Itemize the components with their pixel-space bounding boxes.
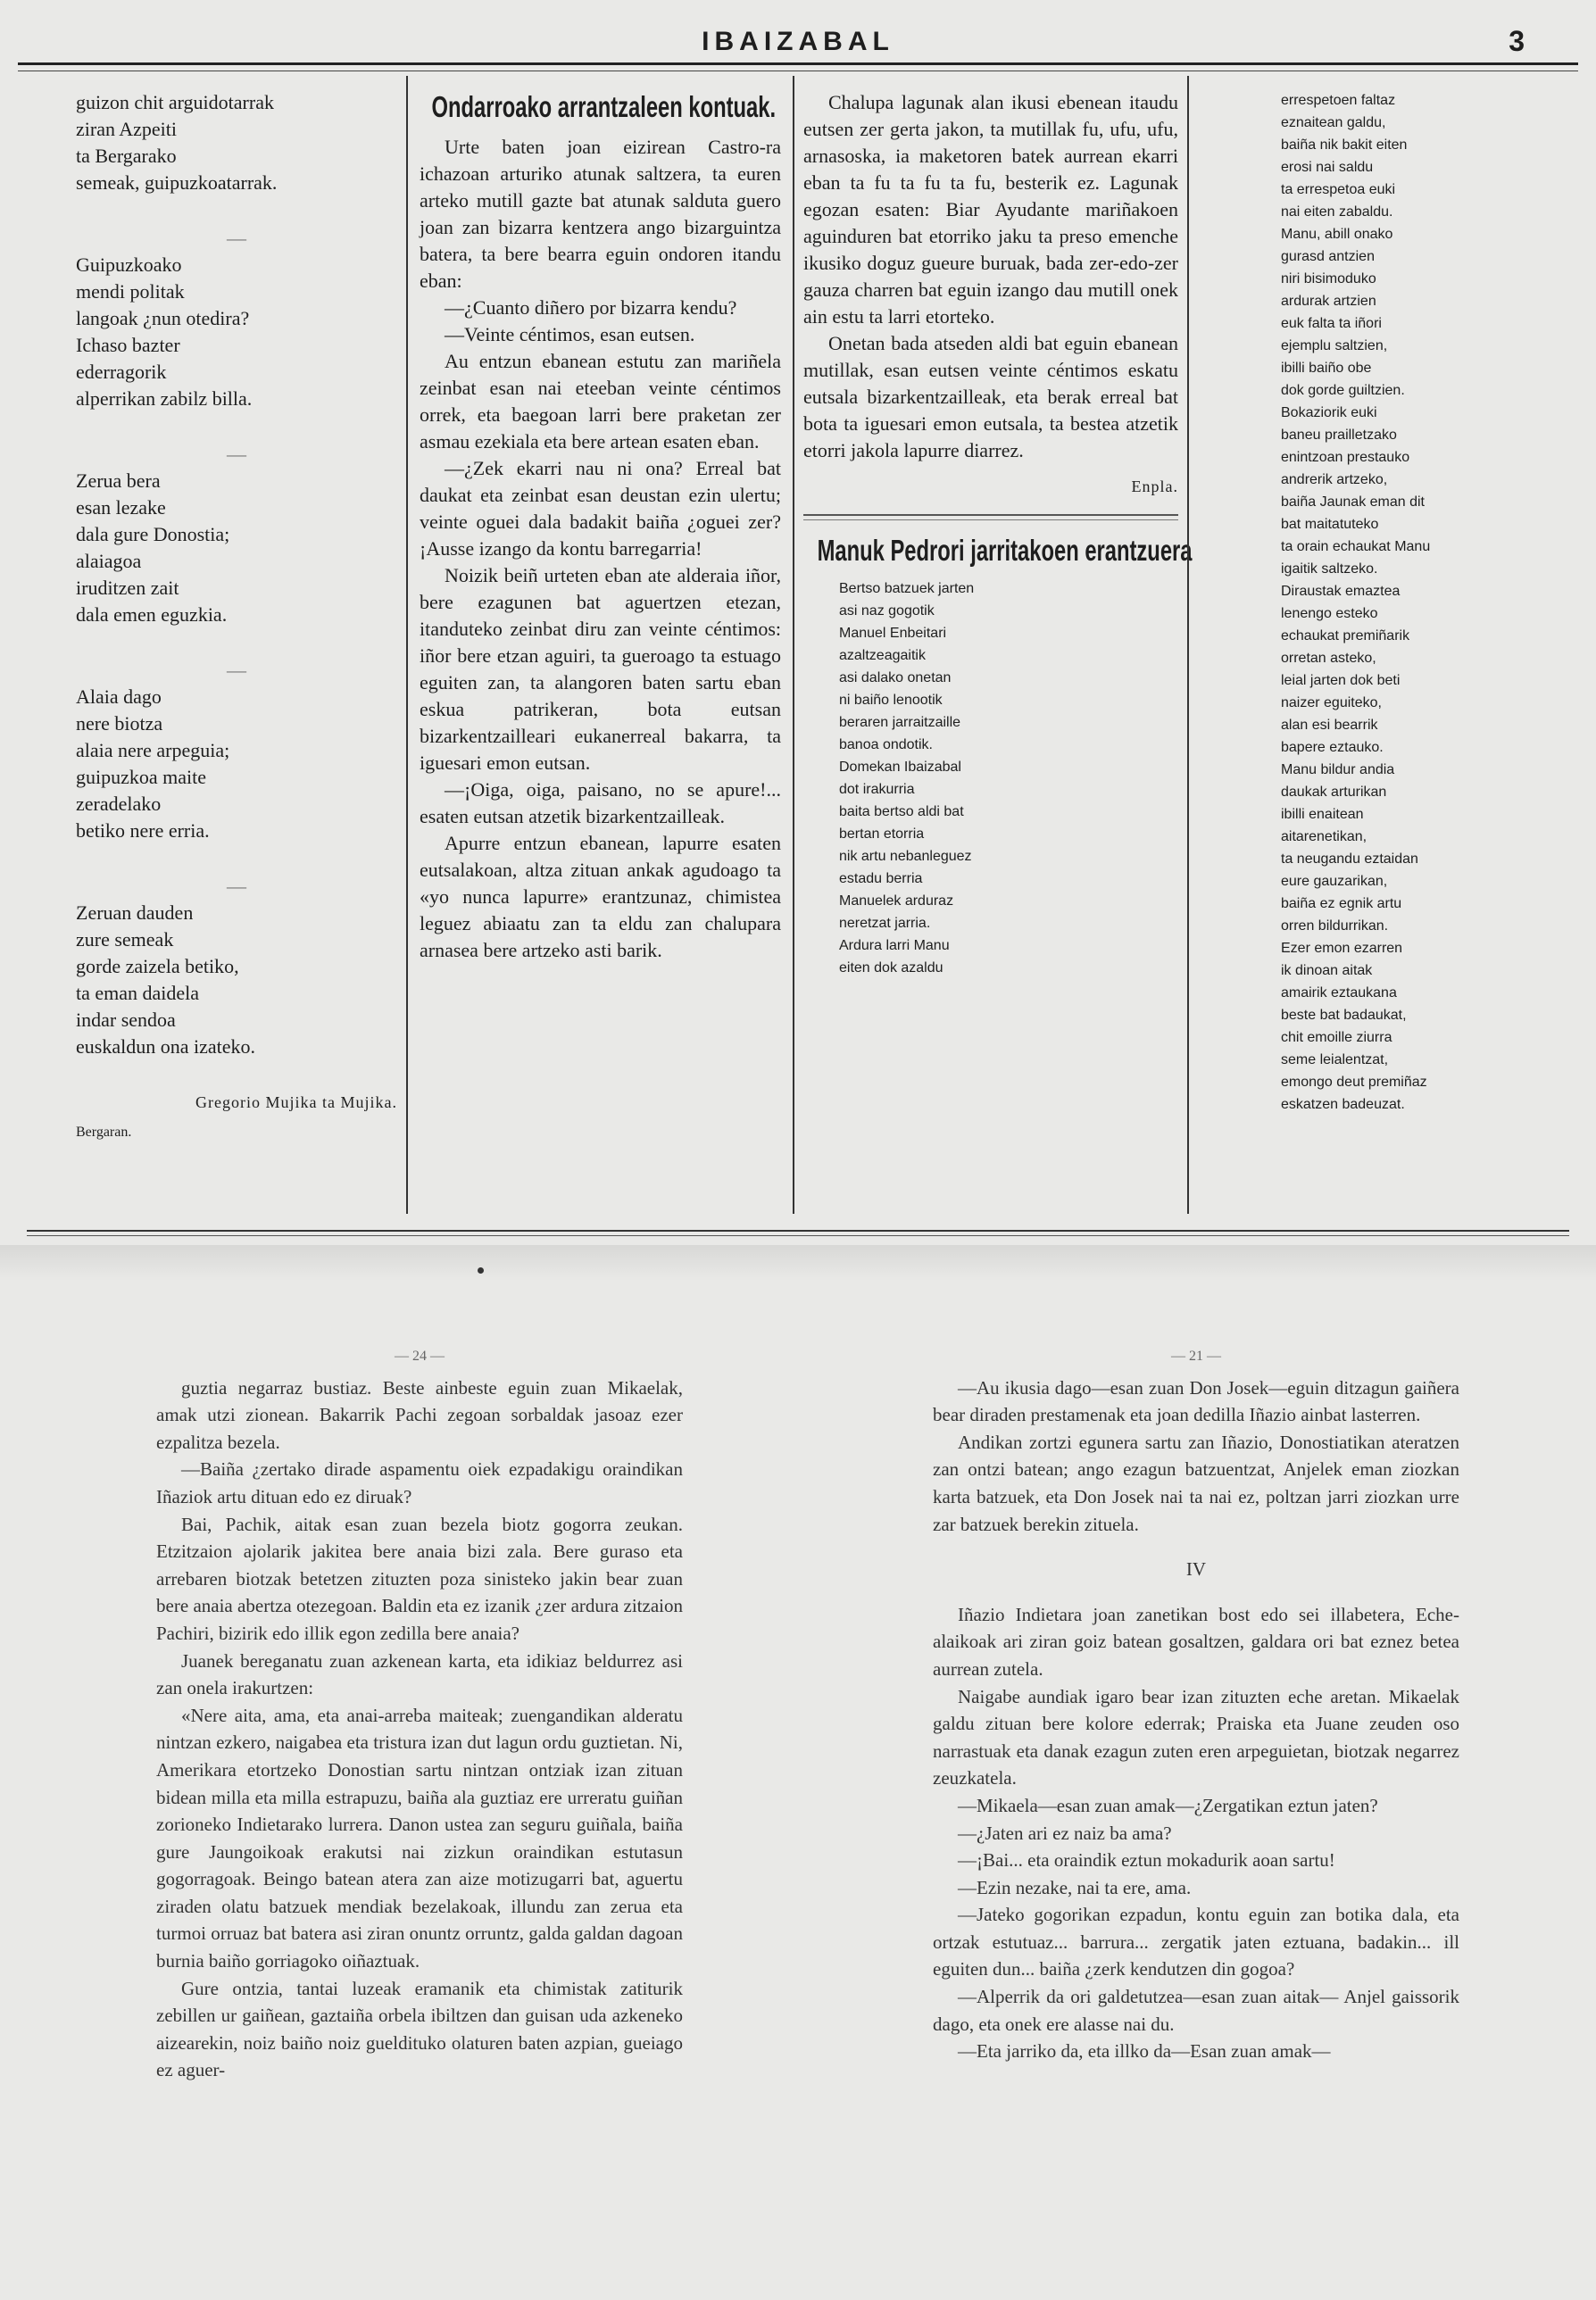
author-signature: Enpla. [1131, 477, 1178, 495]
poem-line: eure gauzarikan, [1281, 874, 1388, 889]
stanza-separator: — [227, 227, 246, 249]
poem-line: enintzoan prestauko [1281, 450, 1410, 465]
poem-line: alan esi bearrik [1281, 718, 1378, 733]
poem-line: Guipuzkoako [76, 253, 182, 276]
poem-line: ta eman daidela [76, 982, 200, 1004]
poem-line: dok gorde guiltzien. [1281, 383, 1405, 398]
serial-paragraph: —Jateko gogorikan ezpadun, kontu eguin zan botika dala, eta ortzak estutuaz... barrura... zergatik jaten eztuana, badakin... ill eguiten dun... baiña ¿zerk kendutzen din gogoa? [933, 1904, 1459, 1980]
poem-stanza [76, 468, 397, 628]
poem-line: errespetoen faltaz [1281, 93, 1396, 108]
article-paragraph: Chalupa lagunak alan ikusi ebenean itaudu eutsen zer gerta jakon, ta mutillak fu, ufu, ufu, arnasoska, ia maketoren batek aurrean ekarri eban ta fu ta fu ta fu, besterik ez. Lagunak egozan esaten: Biar Ayudante mariñakoen aguinduren bat etorriko jaku ta preso emenche ikusiko doguz gueure buruak, bada zer-edo-zer gauza charren bat eguin izango dau mutill onek ain estu ta larri etorteko. [803, 91, 1178, 328]
poem-line: langoak ¿nun otedira? [76, 307, 250, 329]
stanza-separator: — [227, 875, 246, 897]
poem-line: ibilli baiño obe [1281, 361, 1372, 376]
poem-stanza [76, 684, 397, 844]
chapter-number: IV [1185, 1558, 1207, 1581]
poem-line: ik dinoan aitak [1281, 963, 1373, 978]
poem-line: chit emoille ziurra [1281, 1030, 1392, 1045]
poem-line: echaukat premiñarik [1281, 628, 1410, 644]
poem-line: ibilli enaitean [1281, 807, 1364, 822]
poem-line: esan lezake [76, 496, 166, 519]
poem-line: gorde zaizela betiko, [76, 955, 239, 977]
serial-paragraph: —¿Jaten ari ez naiz ba ama? [958, 1822, 1172, 1844]
column-ondarroa-story [420, 89, 781, 964]
ink-dot [478, 1267, 484, 1274]
serial-paragraph: —Au ikusia dago—esan zuan Don Josek—eguin ditzagun gaiñera bear diraden prestamenak eta joan dedilla Iñazio ainbat lasterren. [933, 1376, 1459, 1426]
poem-line: euk falta ta iñori [1281, 316, 1382, 331]
article-paragraph: Apurre entzun ebanean, lapurre esaten eutsalakoan, altza zituan ankak agudoago ta «yo nunca lapurre» erantzunaz, chimistea leguez abiaatu zan ta eldu zan chalupara arnasea bere artzeko asti barik. [420, 832, 781, 961]
poem-line: gurasd antzien [1281, 249, 1375, 264]
poem-line: orretan asteko, [1281, 651, 1376, 666]
poem-line: eskatzen badeuzat. [1281, 1097, 1405, 1112]
masthead [0, 20, 1596, 64]
column-story-continued [803, 89, 1193, 979]
poem-line: alperrikan zabilz billa. [76, 387, 253, 410]
poem-line: Ichaso bazter [76, 334, 180, 356]
poem-line: andrerik artzeko, [1281, 472, 1388, 487]
poem-line: nik artu nebanleguez [839, 849, 972, 864]
poem-line: naizer eguiteko, [1281, 695, 1382, 710]
poem-line: Ezer emon ezarren [1281, 941, 1403, 956]
poem-line: asi dalako onetan [839, 670, 952, 685]
poem-line: Bokaziorik euki [1281, 405, 1377, 420]
serial-paragraph: Bai, Pachik, aitak esan zuan bezela biotz gogorra zeukan. Etzitzaion ajolarik jakitea bere anaia bizi zala. Bere guraso eta arrebaren biotzak betetzen zituzten poza sinisteko jakin bear zuan bere anaia abertza otezegoan. Baldin eta ez izanik ¿zer ardura zitzaion Pachiri, bizirik edo illik egon zedilla bere anaia? [156, 1513, 683, 1644]
poem-line: indar sendoa [76, 1009, 176, 1031]
poem-line: alaiagoa [76, 550, 142, 572]
verse-block [803, 577, 1178, 979]
poem-line: estadu berria [839, 871, 923, 886]
article-paragraph: Au entzun ebanean estutu zan mariñela zeinbat esan nai eteeban veinte céntimos orrek, eta baegoan larri bere praketan zer asmau ezekiala eta bere artean esaten eban. [420, 350, 781, 453]
poem-line: betiko nere erria. [76, 819, 210, 842]
serial-paragraph: guztia negarraz bustiaz. Beste ainbeste eguin zuan Mikaelak, amak utzi zionean. Bakarrik Pachi zegoan sorbaldak jasoaz ezer ezpalitza bezela. [156, 1376, 683, 1453]
serial-paragraph: —Alperrik da ori galdetutzea—esan zuan aitak— Anjel gaissorik dago, eta onek ere alasse nai du. [933, 1986, 1459, 2035]
author-signature: Gregorio Mujika ta Mujika. [195, 1093, 397, 1111]
poem-stanza [76, 89, 397, 196]
poem-line: eznaitean galdu, [1281, 115, 1386, 130]
poem-line: iruditzen zait [76, 577, 179, 599]
poem-line: bapere eztauko. [1281, 740, 1384, 755]
serial-paragraph: —Ezin nezake, nai ta ere, ama. [958, 1876, 1192, 1898]
serial-page-number: — 24 — [395, 1349, 445, 1364]
serial-paragraph: Juanek bereganatu zuan azkenean karta, eta idikiaz beldurrez asi zan onela irakurtzen: [156, 1649, 683, 1699]
article-paragraph: —Veinte céntimos, esan eutsen. [445, 323, 695, 345]
page-fold [0, 1245, 1596, 1281]
poem-line: ta orain echaukat Manu [1281, 539, 1431, 554]
poem-line: ni baiño lenootik [839, 693, 943, 708]
poem-line: daukak arturikan [1281, 785, 1387, 800]
poem-line: Manuelek arduraz [839, 893, 954, 909]
bottom-rule [27, 1230, 1569, 1236]
poem-line: euskaldun ona izateko. [76, 1035, 255, 1058]
poem-line: bat maitatuteko [1281, 517, 1379, 532]
article-paragraph: Noizik beiñ urteten eban ate alderaia iñor, bere ezagunen bat aguertzen etezan, itanduteko zeinbat diru zan veinte céntimos: iñor bere etzan aguiri, ta gueroago ta estuago eguiten zan, ta alangoren baten sartu eban eskua patrikeran, bota eutsan bizarkentzailleari eukanerreal bakarra, ta iguesari emon eutsan. [420, 564, 781, 774]
section-divider [803, 514, 1178, 520]
poem-line: mendi politak [76, 280, 185, 303]
poem-line: Alaia dago [76, 685, 162, 708]
poem-stanza [76, 252, 397, 412]
poem-line: bertan etorria [839, 826, 925, 842]
poem-line: Manu, abill onako [1281, 227, 1393, 242]
poem-line: aitarenetikan, [1281, 829, 1367, 844]
serial-paragraph: —¡Bai... eta oraindik eztun mokadurik aoan sartu! [958, 1849, 1335, 1872]
serial-paragraph: —Eta jarriko da, eta illko da—Esan zuan amak— [958, 2040, 1331, 2063]
poem-line: beste bat badaukat, [1281, 1008, 1407, 1023]
column-poem [76, 89, 397, 1146]
poem-line: eiten dok azaldu [839, 960, 943, 976]
poem-line: azaltzeagaitik [839, 648, 926, 663]
poem-line: emongo deut premiñaz [1281, 1075, 1427, 1090]
poem-line: amairik eztaukana [1281, 985, 1397, 1001]
poem-line: nere biotza [76, 712, 163, 735]
poem-line: dala emen eguzkia. [76, 603, 228, 626]
poem-line: dot irakurria [839, 782, 915, 797]
poem-line: ta neugandu eztaidan [1281, 851, 1418, 867]
poem-line: dala gure Donostia; [76, 523, 230, 545]
poem-line: baiña ez egnik artu [1281, 896, 1402, 911]
poem-line: ejemplu saltzien, [1281, 338, 1388, 353]
poem-line: Zeruan dauden [76, 901, 194, 924]
poem-line: erosi nai saldu [1281, 160, 1374, 175]
serial-paragraph: —Baiña ¿zertako dirade aspamentu oiek ezpadakigu oraindikan Iñaziok artu dituan edo ez diruak? [156, 1458, 683, 1507]
column-divider [406, 76, 408, 1214]
poem-line: ta Bergarako [76, 145, 177, 167]
poem-line: ziran Azpeiti [76, 118, 178, 140]
serial-paragraph: Naigabe aundiak igaro bear izan zituzten eche aretan. Mikaelak galdu zituan bere kolore ederrak; Praiska eta Juane zeuden oso narrastuak eta danak ezagun zuten eren arpeguietan, biotzak negarrez zeuzkatela. [933, 1685, 1459, 1789]
article-paragraph: —¡Oiga, oiga, paisano, no se apure!... esaten eutsan atzetik bizarkentzailleak. [420, 778, 781, 827]
poem-line: beraren jarraitzaille [839, 715, 961, 730]
poem-line: asi naz gogotik [839, 603, 935, 619]
poem-line: Domekan Ibaizabal [839, 760, 961, 775]
masthead-rule [18, 62, 1578, 71]
poem-line: lenengo esteko [1281, 606, 1378, 621]
serial-paragraph: Gure ontzia, tantai luzeak eramanik eta chimistak zatiturik zebillen ur gaiñean, gaztaiña orbela ibiltzen dan guisan uda azkeneko aizearekin, noiz baiño noiz guelditukо olaturen baten azpian, gueiago ez aguer- [156, 1977, 683, 2081]
article-headline: Ondarroako arrantzaleen kontuak. [431, 90, 777, 123]
poem-line: ta errespetoa euki [1281, 182, 1396, 197]
stanza-separator: — [227, 659, 246, 681]
bottom-right-serial [933, 1343, 1459, 2065]
poem-line: banoa ondotik. [839, 737, 933, 752]
poem-line: orren bildurrikan. [1281, 918, 1389, 934]
column-verses [1201, 89, 1522, 1116]
poem-line: Zerua bera [76, 469, 161, 492]
poem-line: leial jarten dok beti [1281, 673, 1401, 688]
article-paragraph: —¿Cuanto diñero por bizarra kendu? [445, 296, 737, 319]
poem-line: neretzat jarria. [839, 916, 931, 931]
place-name: Bergaran. [76, 1125, 132, 1140]
poem-line: ardurak artzien [1281, 294, 1376, 309]
poem-line: semeak, guipuzkoatarrak. [76, 171, 278, 194]
poem-line: Manuel Enbeitari [839, 626, 947, 641]
serial-page-number: — 21 — [1171, 1349, 1221, 1364]
poem-line: seme leialentzat, [1281, 1052, 1389, 1067]
stanza-separator: — [227, 443, 246, 465]
verse-block [1201, 89, 1522, 1116]
poem-line: Ardura larri Manu [839, 938, 950, 953]
poem-line: igaitik saltzeko. [1281, 561, 1378, 577]
poem-stanza [76, 900, 397, 1060]
poem-line: zeradelako [76, 793, 162, 815]
article-paragraph: Onetan bada atseden aldi bat eguin ebanean mutillak, esan eutsen veinte céntimos eskatu eutsala bizarkentzailleak, eta berak erreal bat bota ta iguesari emon eutsala, ta bestea atzetik etorri jakola lapurre diarrez. [803, 332, 1178, 461]
column-divider [793, 76, 794, 1214]
serial-paragraph: Andikan zortzi egunera sartu zan Iñazio, Donostiatikan ateratzen zan ontzi batean; ango ezagun batzuentzat, Anjelek eman ziozkan karta batzuek, eta Don Josek nai ta nai ez, poltzan jarri ziozkan urre zar batzuek berekin zituela. [933, 1431, 1459, 1535]
poem-line: alaia nere arpeguia; [76, 739, 230, 761]
poem-line: nai eiten zabaldu. [1281, 204, 1393, 220]
column-divider [1187, 76, 1189, 1214]
poem-line: baiña Jaunak eman dit [1281, 494, 1425, 510]
serial-paragraph: «Nere aita, ama, eta anai-arreba maiteak; zuengandikan alderatu nintzan ezkero, naigabea eta tristura izan dut lagun ordu guztietan. Ni, Amerikara etortzeko Donostian sartu nintzan ontziak izan zituan bidean milla eta milla estrapuzu, baiña ala guztiaz ere urreratu guiñan zorioneko Indietarako lurrera. Danon ustea zan seguru guiñala, baiña gure Jaungoikoak erakutsi nai zizkun oraindikan estutasun gogorragoak. Beingo batean atera zan aize motizugarri bat, aguertu ziraden olatu batzuek mendiak bezelakoak, illundu zan zerua eta turmoi orruaz bat batera asi ziran onuntz orruntz, galda galdan dagoan burnia baiño gorriagoko oiñaztuak. [156, 1704, 683, 1972]
poem-line: guizon chit arguidotarrak [76, 91, 274, 113]
page-number: 3 [1509, 25, 1525, 57]
poem-line: baita bertso aldi bat [839, 804, 964, 819]
poem-line: ederragorik [76, 361, 167, 383]
article-paragraph: Urte baten joan eizirean Castro-ra ichazoan arturiko atunak saltzera, ta euren arteko mutill gazte bat atunak salduta guero joan zan bizarra kentzera ango bizarguintza batera, ta bere bearra eguin ondoren itandu eban: [420, 136, 781, 292]
article-paragraph: —¿Zek ekarri nau ni ona? Erreal bat daukat eta zeinbat esan deustan ezin ulertu; veinte oguei dala badakit baiña ¿oguei zer? ¡Ausse izango da kontu barregarria! [420, 457, 781, 560]
poem-line: baiña nik bakit eiten [1281, 137, 1408, 153]
masthead-title: IBAIZABAL [702, 27, 894, 56]
article-headline: Manuk Pedrori jarritakoen erantzuera [817, 534, 1193, 567]
poem-line: baneu prailletzako [1281, 428, 1397, 443]
poem-line: niri bisimoduko [1281, 271, 1376, 286]
bottom-left-serial [156, 1343, 683, 2084]
poem-line: Manu bildur andia [1281, 762, 1395, 777]
poem-line: Diraustak emaztea [1281, 584, 1401, 599]
serial-paragraph: —Mikaela—esan zuan amak—¿Zergatikan eztun jaten? [958, 1794, 1378, 1816]
serial-paragraph: Iñazio Indietara joan zanetikan bost edo sei illabetera, Eche-alaikoak ari ziran goiz batean gosaltzen, galdara ori bat eznez betea aurrean zutela. [933, 1603, 1459, 1680]
poem-line: Bertso batzuek jarten [839, 581, 975, 596]
poem-line: zure semeak [76, 928, 174, 951]
poem-line: guipuzkoa maite [76, 766, 207, 788]
